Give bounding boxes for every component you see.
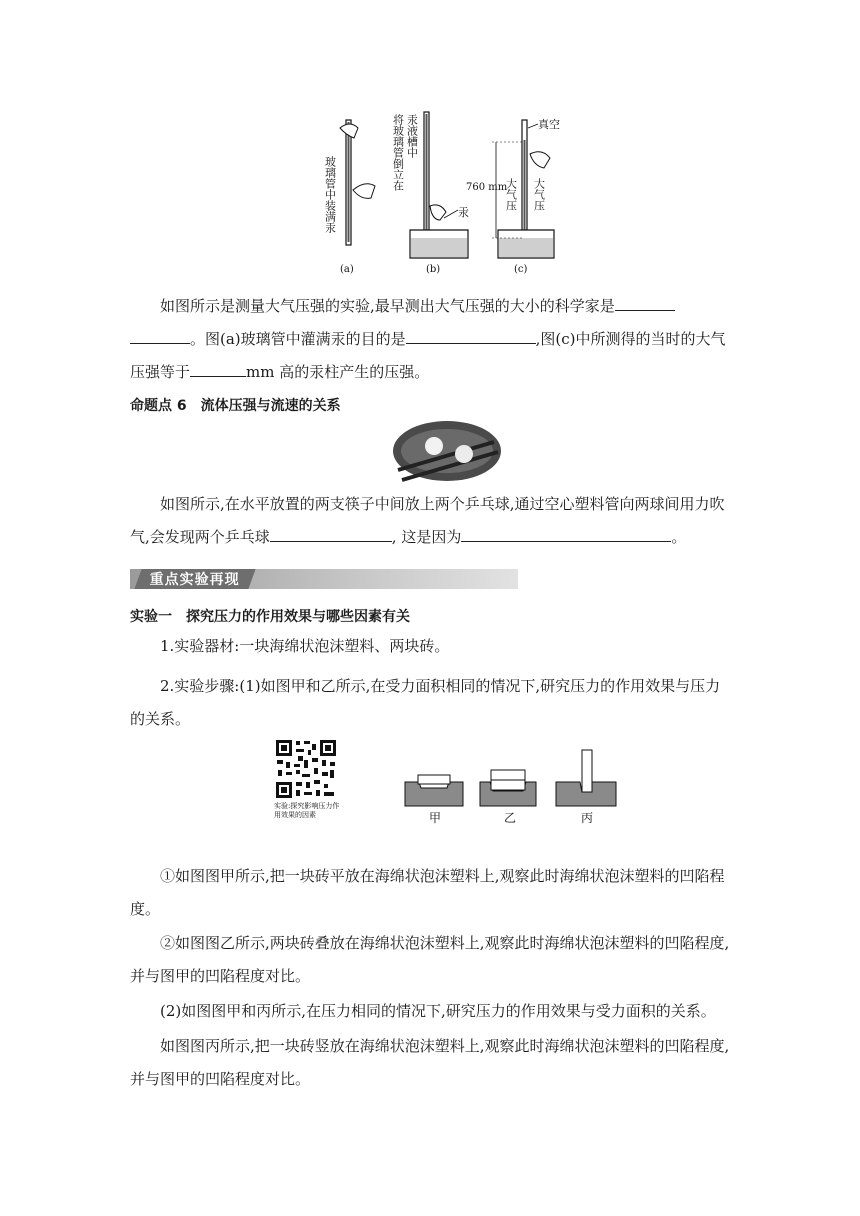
experiment1-item1: 1.实验器材:一块海绵状泡沫塑料、两块砖。 — [160, 637, 450, 655]
label-vacuum: 真空 — [538, 118, 560, 131]
label-jia: 甲 — [429, 811, 442, 825]
q5-text-c: ,图(c)中所测得的当时的大气 — [535, 330, 726, 348]
label-a: (a) — [340, 264, 354, 275]
label-bing: 丙 — [581, 811, 594, 825]
section-banner — [130, 569, 518, 589]
blank-scientist-1[interactable] — [615, 296, 675, 311]
q5-text-b: 。图(a)玻璃管中灌满汞的目的是 — [190, 330, 406, 348]
tube-b — [410, 112, 469, 275]
qr-caption: 实验:探究影响压力作用效果的因素 — [274, 802, 340, 819]
pingpong-figure — [392, 420, 502, 482]
blank-purpose[interactable] — [406, 329, 536, 344]
label-atm-left: 大气压 — [504, 178, 518, 211]
blank-scientist-2[interactable] — [130, 329, 190, 344]
label-height: 760 mm — [466, 182, 508, 193]
pingpong-ball-left — [425, 437, 443, 455]
experiment1-step2 — [130, 927, 735, 993]
q5-text-a: 如图所示是测量大气压强的实验,最早测出大气压强的大小的科学家是 — [160, 297, 615, 315]
step4-text-a: 如图图丙所示,把一块砖竖放在海绵状泡沫塑料上,观察此时海绵状泡沫塑料的凹陷程度, — [160, 1037, 730, 1055]
label-invert-col1: 将玻璃管倒立在 — [391, 114, 405, 191]
blank-reason[interactable] — [461, 527, 671, 542]
q5-text-d: 压强等于 — [130, 363, 191, 381]
pingpong-ball-right — [455, 445, 473, 463]
label-c: (c) — [514, 264, 528, 275]
blank-height[interactable] — [190, 362, 246, 377]
step2-text-b: 并与图甲的凹陷程度对比。 — [130, 967, 311, 985]
step1-text-b: 度。 — [130, 900, 161, 918]
torricelli-figure — [318, 110, 568, 280]
label-yi: 乙 — [504, 811, 517, 825]
q6-text-a: 如图所示,在水平放置的两支筷子中间放上两个乒乓球,通过空心塑料管向两球间用力吹 — [160, 495, 725, 513]
qr-code-icon[interactable] — [274, 738, 338, 800]
sponge-brick-figure — [400, 744, 630, 828]
label-invert-col2: 汞液槽中 — [405, 114, 419, 158]
atm-pressure-question — [130, 290, 735, 389]
q6-text-c: , 这是因为 — [391, 528, 462, 546]
q5-text-e: mm 高的汞柱产生的压强。 — [246, 363, 430, 381]
step4-text-b: 并与图甲的凹陷程度对比。 — [130, 1070, 311, 1088]
experiment1-step4 — [130, 1030, 735, 1096]
item2-text-b: 的关系。 — [130, 710, 191, 728]
label-b: (b) — [426, 264, 441, 275]
tube-c — [466, 117, 560, 275]
sponge-bing — [556, 750, 616, 825]
experiment1-item2 — [130, 670, 735, 736]
experiment1-step1 — [130, 860, 735, 926]
label-mercury: 汞 — [458, 206, 469, 219]
item2-text-a: 2.实验步骤:(1)如图甲和乙所示,在受力面积相同的情况下,研究压力的作用效果与压力 — [160, 677, 721, 695]
experiment1-step3: (2)如图图甲和丙所示,在压力相同的情况下,研究压力的作用效果与受力面积的关系。 — [160, 1002, 716, 1020]
experiment1-heading: 实验一 探究压力的作用效果与哪些因素有关 — [130, 609, 410, 625]
fluid-pressure-question — [130, 488, 735, 554]
blank-ball-motion[interactable] — [270, 527, 392, 542]
banner-label: 重点实验再现 — [149, 572, 240, 588]
label-atm-right: 大气压 — [532, 178, 546, 211]
tube-a — [340, 120, 375, 275]
label-tube-filled: 玻璃管中装满汞 — [323, 156, 337, 233]
sponge-jia — [405, 775, 463, 825]
banner-tab — [134, 569, 255, 589]
q6-text-d: 。 — [671, 528, 687, 546]
step2-text-a: ②如图图乙所示,两块砖叠放在海绵状泡沫塑料上,观察此时海绵状泡沫塑料的凹陷程度, — [160, 934, 730, 952]
step1-text-a: ①如图图甲所示,把一块砖平放在海绵状泡沫塑料上,观察此时海绵状泡沫塑料的凹陷程 — [160, 867, 725, 885]
sponge-yi — [480, 770, 536, 825]
q6-text-b: 气,会发现两个乒乓球 — [130, 528, 270, 546]
section6-heading: 命题点 6 流体压强与流速的关系 — [130, 398, 341, 414]
